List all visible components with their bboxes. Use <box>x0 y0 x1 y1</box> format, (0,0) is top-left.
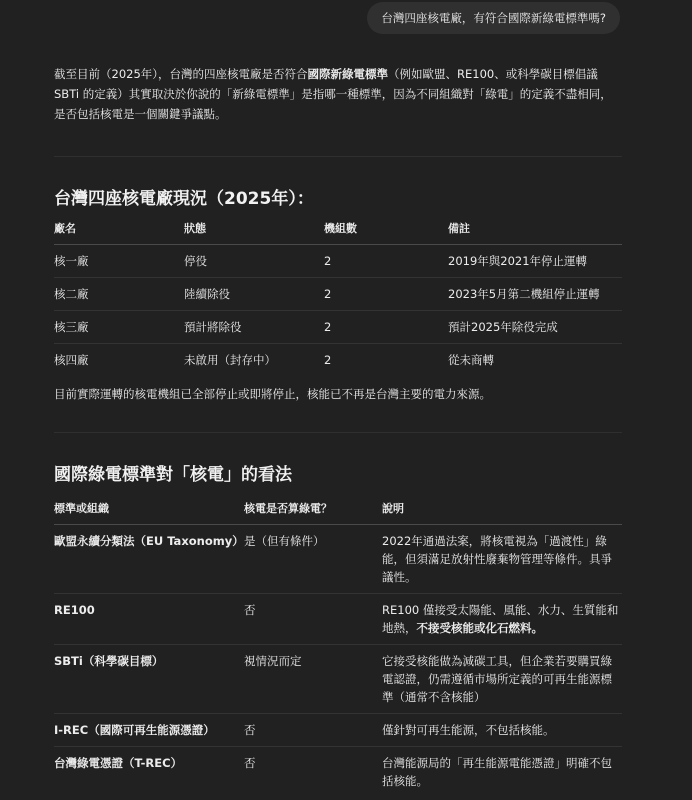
cell-units: 2 <box>324 311 448 344</box>
cell-status: 陸續除役 <box>184 278 324 311</box>
header-status: 狀態 <box>184 219 324 245</box>
description-text: 它接受核能做為減碳工具，但企業若要購買綠電認證，仍需遵循市場所定義的可再生能源標準（通常不含核能） <box>382 654 612 704</box>
cell-standard: SBTi（科學碳目標） <box>54 645 244 714</box>
cell-plant: 核四廠 <box>54 353 89 367</box>
cell-standard: RE100 <box>54 594 244 645</box>
cell-units: 2 <box>324 278 448 311</box>
section-divider-2 <box>54 432 622 433</box>
header-units: 機組數 <box>324 219 448 245</box>
table-header-row <box>54 499 622 525</box>
cell-standard: 台灣綠電憑證（T-REC） <box>54 756 183 770</box>
cell-note: 2019年與2021年停止運轉 <box>448 245 622 278</box>
table-row <box>54 747 622 798</box>
cell-plant: 核二廠 <box>54 278 184 311</box>
nuclear-plants-table <box>54 219 622 376</box>
cell-status: 未啟用（封存中） <box>184 353 276 367</box>
nuclear-section-title: 台灣四座核電廠現況（2025年）： <box>54 189 314 209</box>
table-row <box>54 594 622 645</box>
cell-description <box>382 645 622 714</box>
standards-section-title: 國際綠電標準對「核電」的看法 <box>54 465 292 485</box>
description-bold: 不接受核能或化石燃料。 <box>416 621 543 635</box>
description-text: 僅針對可再生能源，不包括核能。 <box>382 723 555 737</box>
table-row <box>54 645 622 714</box>
header-is-green: 核電是否算綠電？ <box>244 499 382 525</box>
user-message-text: 台灣四座核電廠，有符合國際新綠電標準嗎? <box>381 11 606 25</box>
table-header-row <box>54 219 622 245</box>
header-description: 說明 <box>382 499 622 525</box>
cell-description <box>382 594 622 645</box>
table-row <box>54 278 622 311</box>
cell-description <box>382 714 622 747</box>
cell-verdict: 是（但有條件） <box>244 525 382 594</box>
cell-verdict: 否 <box>244 594 382 645</box>
table-row <box>54 311 622 344</box>
header-standard: 標準或組織 <box>54 499 244 525</box>
table-row <box>54 245 622 278</box>
green-standards-table <box>54 499 622 797</box>
cell-standard: I-REC（國際可再生能源憑證） <box>54 714 244 747</box>
table-row <box>54 525 622 594</box>
cell-verdict: 否 <box>244 714 382 747</box>
intro-text-2: （例如歐盟、RE100、或科學碳目標倡議 SBTi 的定義）其實取決於你說的「新綠電標準」是指哪一種標準，因為不同組織對「綠電」的定義不盡相同，是否包括核電是一個關鍵爭議點。 <box>54 67 612 122</box>
cell-verdict: 否 <box>244 756 256 770</box>
nuclear-summary-note: 目前實際運轉的核電機組已全部停止或即將停止，核能已不再是台灣主要的電力來源。 <box>54 387 491 401</box>
section-divider-1 <box>54 156 622 157</box>
intro-bold: 國際新綠電標準 <box>307 67 389 81</box>
cell-note: 2023年5月第二機組停止運轉 <box>448 278 622 311</box>
header-plant-name: 廠名 <box>54 219 184 245</box>
cell-plant: 核三廠 <box>54 311 184 344</box>
cell-units: 2 <box>324 245 448 278</box>
description-text: RE100 僅接受太陽能、風能、水力、生質能和地熱， <box>382 603 619 635</box>
intro-text-1: 截至目前（2025年），台灣的四座核電廠是否符合 <box>54 67 308 81</box>
cell-verdict: 視情況而定 <box>244 645 382 714</box>
table-row <box>54 344 622 377</box>
table-row <box>54 714 622 747</box>
cell-units: 2 <box>324 353 332 367</box>
cell-plant: 核一廠 <box>54 245 184 278</box>
header-notes: 備註 <box>448 219 622 245</box>
cell-standard: 歐盟永續分類法（EU Taxonomy） <box>54 525 244 594</box>
assistant-response <box>54 64 622 797</box>
cell-note: 從未商轉 <box>448 353 494 367</box>
description-text: 台灣能源局的「再生能源電能憑證」明確不包括核能。 <box>382 756 612 788</box>
user-message-bubble <box>367 2 620 34</box>
cell-note: 預計2025年除役完成 <box>448 311 622 344</box>
cell-status: 預計將除役 <box>184 311 324 344</box>
intro-paragraph <box>54 64 622 156</box>
cell-description <box>382 747 622 798</box>
description-text: 2022年通過法案，將核電視為「過渡性」綠能，但須滿足放射性廢棄物管理等條件。具爭議性。 <box>382 534 612 584</box>
cell-description <box>382 525 622 594</box>
cell-status: 停役 <box>184 245 324 278</box>
